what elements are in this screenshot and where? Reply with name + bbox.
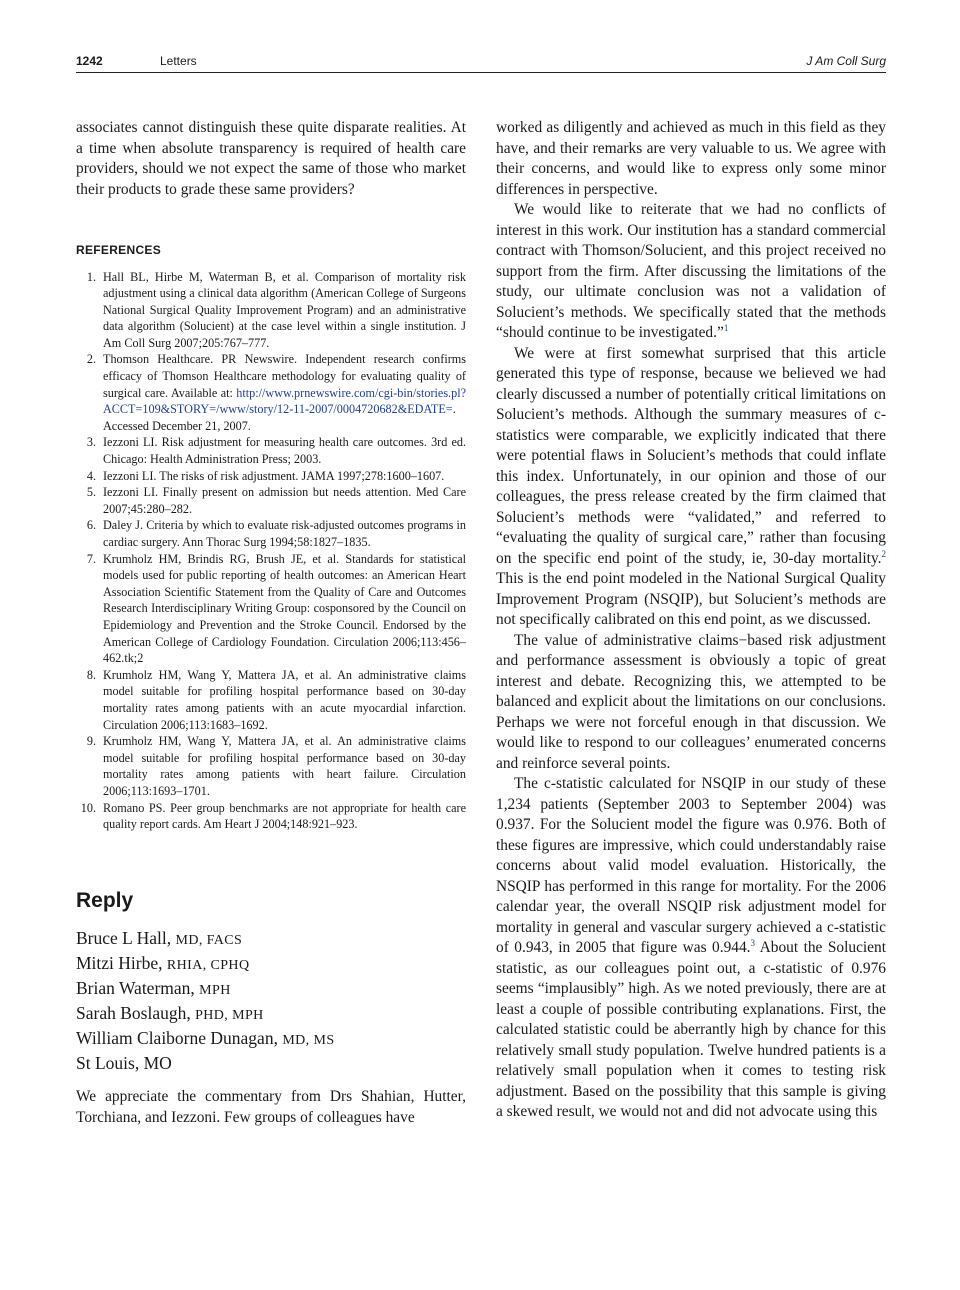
body-paragraph-3 [496, 344, 886, 631]
author-list [76, 927, 466, 1075]
reference-text: Iezzoni LI. The risks of risk adjustment. JAMA 1997;278:1600–1607. [103, 468, 445, 483]
citation-superscript[interactable]: 2 [881, 548, 886, 559]
intro-paragraph: associates cannot distinguish these quite disparate realities. At a time when absolute transparency is required of health care providers, should we not expect the same of those who market their products to grade these same providers? [76, 119, 466, 198]
author-line [76, 1052, 466, 1075]
reference-number: 2. [86, 352, 96, 367]
journal-name: J Am Coll Surg [806, 54, 886, 68]
body-paragraph-4: The value of administrative claims−based risk adjustment and performance assessment is obviously a topic of great interest and debate. Recognizing this, we attempted to be balanced and explicit about the limitations on our conclusions. Perhaps we were not forceful enough in that discussion. We would like to respond to our colleagues’ enumerated concerns and reinforce several points. [496, 631, 886, 772]
author-credentials: MD, FACS [175, 933, 243, 949]
author-line [76, 952, 466, 977]
author-name: Mitzi Hirbe, [76, 953, 163, 974]
reference-number: 1. [86, 269, 96, 284]
author-name: Sarah Boslaugh, [76, 1003, 191, 1024]
left-column [76, 118, 466, 1128]
right-column [496, 118, 886, 1123]
reference-text: Romano PS. Peer group benchmarks are not appropriate for health care quality report cards. Am Heart J 2004;148:921–923. [103, 800, 466, 832]
reference-text: Krumholz HM, Wang Y, Mattera JA, et al. An administrative claims model suitable for profiling hospital performance based on 30-day mortality rates among patients with heart failure. Circulation 2006;113:1693–1701. [103, 734, 466, 798]
reference-number: 4. [86, 468, 96, 483]
reference-number: 10. [80, 800, 96, 815]
references-heading: REFERENCES [76, 243, 162, 257]
reference-link[interactable]: http://www.prnewswire.com/cgi-bin/stories.pl?ACCT=109&STORY=/www/story/12-11-2007/0004720682&EDATE= [103, 385, 466, 417]
author-credentials: PHD, MPH [195, 1008, 264, 1024]
reference-number: 9. [86, 734, 96, 749]
body-paragraph-2 [496, 200, 886, 344]
author-name: Bruce L Hall, [76, 928, 172, 949]
author-line [76, 927, 466, 952]
reference-text: Hall BL, Hirbe M, Waterman B, et al. Comparison of mortality risk adjustment using a clinical data algorithm (American College of Surgeons National Surgical Quality Improvement Program) and an administrative data algorithm (Solucient) at the case level within a single institution. J Am Coll Surg 2007;205:767–777. [103, 269, 466, 350]
citation-superscript[interactable]: 1 [723, 322, 729, 333]
reference-text: Daley J. Criteria by which to evaluate risk-adjusted outcomes programs in cardiac surgery. Ann Thorac Surg 1994;58:1827–1835. [103, 518, 466, 549]
running-header [76, 52, 886, 73]
author-credentials: RHIA, CPHQ [166, 958, 250, 974]
reference-number: 3. [86, 435, 96, 450]
author-line [76, 1027, 466, 1052]
reference-item [76, 269, 466, 352]
reference-item [76, 800, 466, 833]
reference-item [76, 667, 466, 733]
reference-text: Thomson Healthcare. PR Newswire. Independent research confirms efficacy of Thomson Healthcare methodology for evaluating quality of surgical care. Available at: [103, 352, 466, 400]
reference-item [76, 434, 466, 467]
reference-text: Krumholz HM, Wang Y, Mattera JA, et al. An administrative claims model suitable for profiling hospital performance based on 30-day mortality rates among patients with an acute myocardial infarction. Circulation 2006;113:1683–1692. [103, 667, 466, 732]
reference-text: Iezzoni LI. Finally present on admission but needs attention. Med Care 2007;45:280–282. [103, 485, 466, 516]
reference-number: 8. [86, 667, 96, 682]
body-paragraph-5 [496, 774, 886, 1123]
body-paragraph-3-text-a: We were at first somewhat surprised that this article generated this type of response, because we believed we had clearly discussed a number of potentially critical limitations on Solucient’s methods. Although the summary measures of c-statistics were comparable, we explicitly indicated that there were potential flaws in Solucient’s methods that could inflate this index. Unfortunately, in our opinion and those of our colleagues, the press release created by the firm claimed that Solucient’s methods were “validated,” and referred to “evaluating the quality of surgical care,” rather than focusing on the specific end point of the study, ie, 30-day mortality. [496, 344, 886, 567]
author-credentials: MPH [199, 983, 231, 999]
reference-number: 5. [86, 485, 96, 500]
reference-item [76, 484, 466, 517]
body-paragraph-2-text: We would like to reiterate that we had no conflicts of interest in this work. Our institution has a standard commercial contract with Thomson/Solucient, and this project received no support from the firm. After discussing the limitations of the study, our ultimate conclusion was not a validation of Solucient’s methods. We specifically stated that the methods “should continue to be investigated.” [496, 201, 886, 341]
author-name: St Louis, MO [76, 1053, 172, 1074]
reference-item [76, 468, 466, 485]
reference-text-after: . Accessed December 21, 2007. [103, 402, 456, 433]
reference-list [76, 269, 466, 833]
author-name: William Claiborne Dunagan, [76, 1028, 278, 1049]
reference-number: 7. [86, 551, 96, 566]
reference-item [76, 351, 466, 434]
page-number: 1242 [76, 54, 103, 68]
body-paragraph-1: worked as diligently and achieved as much in this field as they have, and their remarks are very valuable to us. We agree with their concerns, and would like to express only some minor differences in perspective. [496, 119, 886, 198]
reference-item [76, 551, 466, 667]
author-name: Brian Waterman, [76, 978, 195, 999]
reply-heading: Reply [76, 888, 134, 912]
reference-number: 6. [86, 518, 96, 533]
author-line [76, 1002, 466, 1027]
body-paragraph-3-text-b: This is the end point modeled in the National Surgical Quality Improvement Program (NSQIP), but Solucient’s methods are not specifically calibrated on this end point, as we discussed. [496, 570, 886, 628]
author-credentials: MD, MS [282, 1033, 335, 1049]
reference-item [76, 733, 466, 799]
section-label: Letters [160, 54, 197, 68]
citation-superscript[interactable]: 3 [750, 937, 756, 948]
reference-item [76, 517, 466, 550]
reply-paragraph: We appreciate the commentary from Drs Shahian, Hutter, Torchiana, and Iezzoni. Few groups of colleagues have [76, 1088, 466, 1126]
body-paragraph-5-text-b: About the Solucient statistic, as our colleagues point out, a c-statistic of 0.976 seems “implausibly” high. As we noted previously, there are at least a couple of possible contributing explanations. First, the calculated statistic could be aberrantly high by chance for this relatively small study population. Twelve hundred patients is a relatively small population when it comes to testing risk adjustment. Based on the possibility that this sample is giving a skewed result, we would not and did not advocate using this [496, 939, 886, 1120]
reference-text: Krumholz HM, Brindis RG, Brush JE, et al. Standards for statistical models used for public reporting of health outcomes: an American Heart Association Scientific Statement from the Quality of Care and Outcomes Research Interdisciplinary Writing Group: cosponsored by the Council on Epidemiology and Prevention and the Stroke Council. Endorsed by the American College of Cardiology Foundation. Circulation 2006;113:456–462.tk;2 [103, 551, 466, 666]
author-line [76, 977, 466, 1002]
reference-text: Iezzoni LI. Risk adjustment for measuring health care outcomes. 3rd ed. Chicago: Health Administration Press; 2003. [103, 435, 466, 467]
body-paragraph-5-text-a: The c-statistic calculated for NSQIP in our study of these 1,234 patients (September 2003 to September 2004) was 0.937. For the Solucient model the figure was 0.976. Both of these figures are impressive, which could understandably raise concerns about valid model evaluation. Historically, the NSQIP has performed in this range for mortality. For the 2006 calendar year, the overall NSQIP risk adjustment model for mortality in general and vascular surgery achieved a c-statistic of 0.943, in 2005 that figure was 0.944. [496, 775, 886, 956]
